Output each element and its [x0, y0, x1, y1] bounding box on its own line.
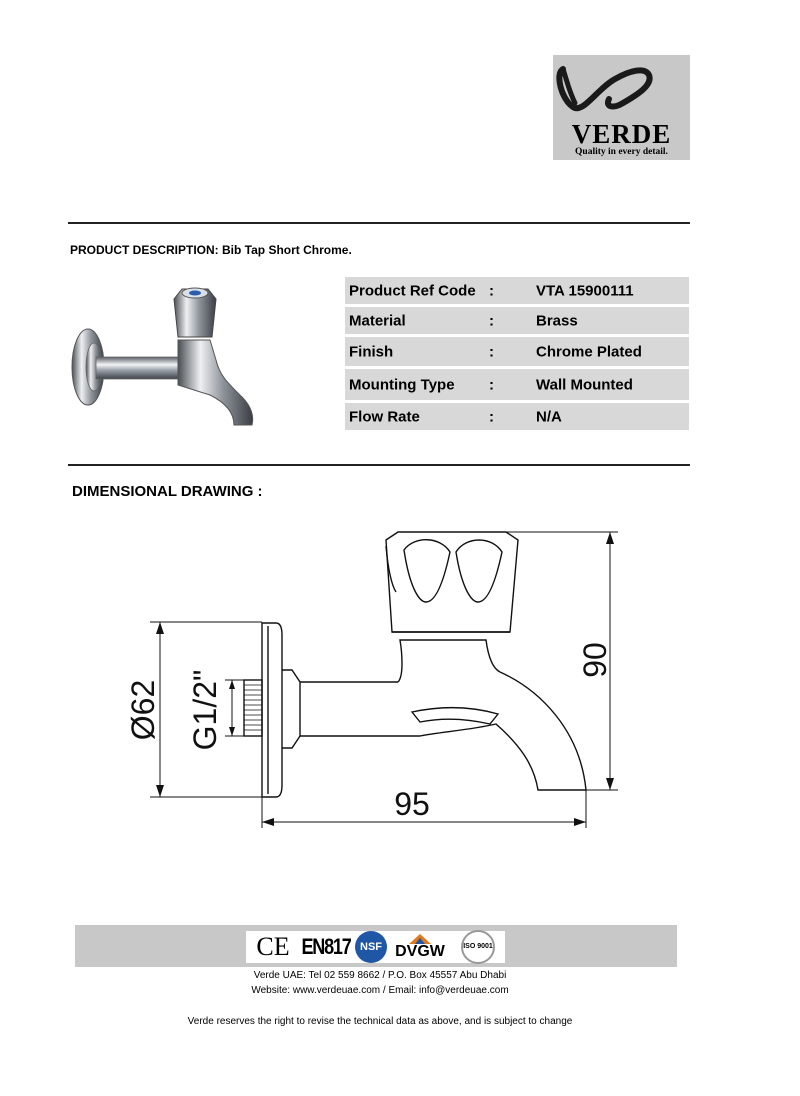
spec-value: Brass	[536, 312, 578, 329]
iso-9001-mark-icon: ISO 9001	[454, 931, 502, 963]
spec-value: N/A	[536, 408, 562, 425]
spec-row-ref-code	[345, 277, 689, 304]
spec-row-material	[345, 307, 689, 334]
dimensional-drawing-title: DIMENSIONAL DRAWING :	[72, 483, 263, 500]
product-description	[70, 243, 352, 257]
spec-key: Mounting Type	[349, 376, 455, 393]
spec-row-flow-rate	[345, 403, 689, 430]
footer-disclaimer: Verde reserves the right to revise the technical data as above, and is subject to change	[187, 1016, 573, 1027]
spec-key: Material	[349, 312, 406, 329]
certification-logos	[246, 931, 505, 963]
middle-divider	[68, 464, 690, 466]
spec-colon: :	[489, 312, 494, 329]
logo-brand: VERDE	[571, 119, 672, 149]
description-label: PRODUCT DESCRIPTION:	[70, 243, 219, 257]
footer-address: Verde UAE: Tel 02 559 8662 / P.O. Box 45557 Abu Dhabi	[253, 970, 507, 981]
product-photo	[70, 285, 265, 430]
drawing-thread	[244, 680, 262, 736]
spec-key: Finish	[349, 343, 394, 360]
dimensional-drawing	[0, 520, 800, 840]
verde-logo	[553, 55, 690, 160]
description-value: Bib Tap Short Chrome.	[222, 243, 352, 257]
nsf-mark-icon: NSF	[354, 931, 388, 963]
spec-colon: :	[489, 343, 494, 360]
spec-value: Wall Mounted	[536, 376, 633, 393]
en817-mark-icon: EN817	[301, 934, 351, 959]
spec-value: VTA 15900111	[536, 282, 634, 299]
spec-value: Chrome Plated	[536, 343, 642, 360]
verde-swoosh-icon	[553, 59, 690, 119]
footer-contact: Website: www.verdeuae.com / Email: info@verdeuae.com	[251, 985, 509, 996]
spec-row-mounting-type	[345, 369, 689, 400]
dim-label-height: 90	[577, 642, 613, 678]
spec-key: Flow Rate	[349, 408, 420, 425]
drawing-body	[398, 640, 586, 790]
top-divider	[68, 222, 690, 224]
spec-row-finish	[345, 337, 689, 366]
spec-key: Product Ref Code	[349, 282, 476, 299]
dim-label-flange: Ø62	[125, 679, 161, 741]
logo-tagline: Quality in every detail.	[575, 147, 668, 157]
drawing-flange	[262, 623, 282, 797]
spec-colon: :	[489, 408, 494, 425]
certification-bar	[75, 925, 677, 967]
spec-colon: :	[489, 282, 494, 299]
dim-label-thread: G1/2"	[187, 669, 223, 751]
dim-label-length: 95	[394, 786, 430, 822]
dvgw-mark-icon: DVGW	[390, 931, 450, 963]
ce-mark-icon: CE	[256, 932, 290, 961]
spec-colon: :	[489, 376, 494, 393]
